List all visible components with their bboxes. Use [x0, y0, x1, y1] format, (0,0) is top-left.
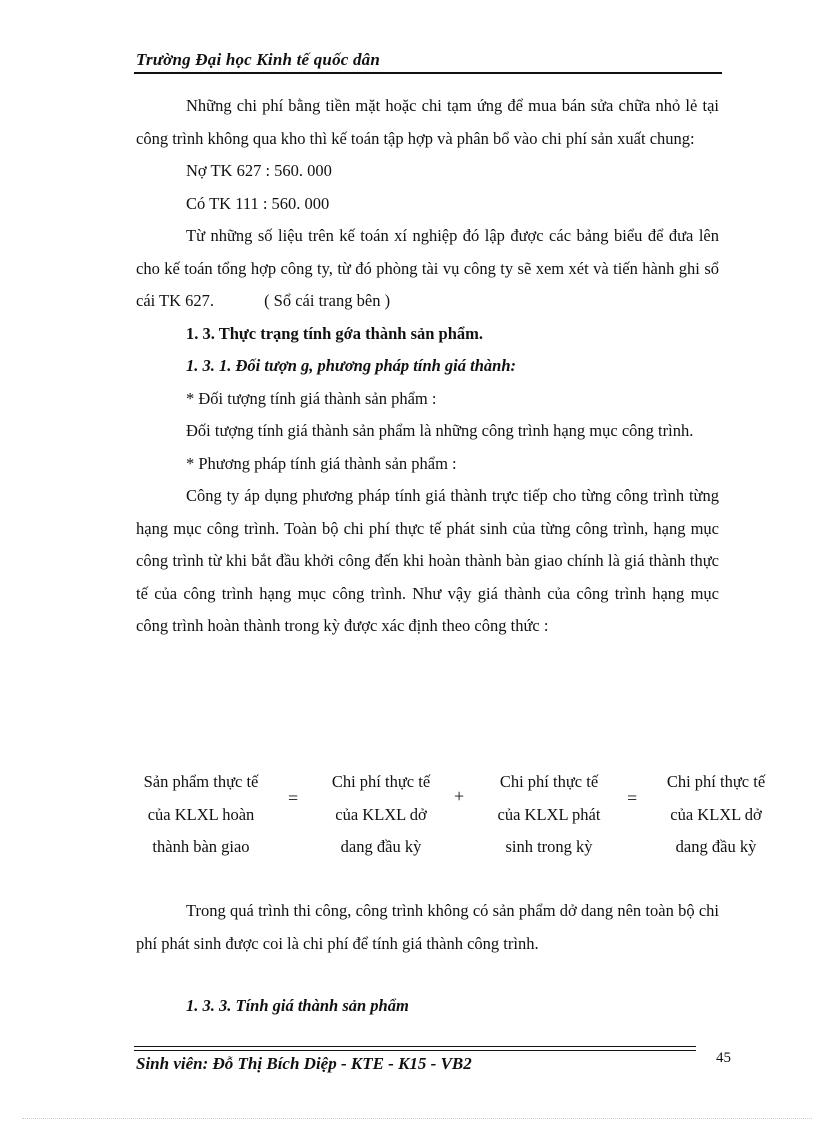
paragraph-no-wip: Trong quá trình thi công, công trình không có sản phẩm dở dang nên toàn bộ chi phí phát sinh được coi là chi phí để tính giá thành công trình.	[136, 901, 719, 953]
formula-equals-sign: =	[627, 788, 638, 808]
formula-term-line: Chi phí thực tế	[666, 772, 766, 791]
section-heading-1-3: 1. 3. Thực trạng tính gớa thành sản phẩm.	[186, 323, 484, 343]
formula-term-line: của KLXL phát	[497, 804, 601, 824]
ledger-note: ( Sổ cái trang bên )	[264, 291, 391, 310]
entry-debit: Nợ TK 627 : 560. 000	[186, 161, 332, 180]
after-formula-body	[136, 895, 719, 960]
formula-term-line: Sản phẩm thực tế	[143, 772, 259, 791]
bullet-costing-method: * Phương pháp tính giá thành sản phẩm :	[186, 453, 457, 473]
formula-term-line: Chi phí thực tế	[331, 772, 431, 791]
paragraph-ledger	[136, 220, 719, 318]
formula-plus-sign: +	[454, 786, 465, 806]
formula-term-line: sinh trong kỳ	[505, 837, 593, 856]
entry-credit: Có TK 111 : 560. 000	[186, 193, 330, 213]
formula-term-line: Chi phí thực tế	[499, 772, 599, 791]
formula-term-line: của KLXL dở	[335, 804, 427, 824]
paragraph-ledger-text: Từ những số liệu trên kế toán xí nghiệp đó lập được các bảng biểu để đưa lên cho kế toán tổng hợp công ty, từ đó phòng tài vụ công ty sẽ xem xét và tiến hành ghi sổ cái TK 627.	[136, 226, 719, 310]
formula-term-line: thành bàn giao	[152, 837, 250, 856]
header-title: Trường Đại học Kinh tế quốc dân	[136, 50, 381, 69]
formula-term-line: của KLXL hoàn	[147, 804, 255, 824]
formula-term-line: của KLXL dở	[670, 804, 762, 824]
paragraph-costing-object: Đối tượng tính giá thành sản phẩm là những công trình hạng mục công trình.	[186, 421, 694, 440]
section-heading-1-3-3: 1. 3. 3. Tính giá thành sản phẩm	[186, 996, 409, 1015]
main-body	[136, 90, 719, 643]
formula-term-finished-product	[126, 766, 276, 864]
formula-term-period-costs	[474, 766, 624, 864]
footer-rule	[134, 1046, 696, 1047]
formula-term-line: dang đầu kỳ	[340, 837, 422, 856]
page-edge	[22, 1118, 812, 1119]
page-number: 45	[716, 1050, 731, 1066]
footer-student: Sinh viên: Đỗ Thị Bích Diệp - KTE - K15 - VB2	[136, 1054, 472, 1073]
formula-term-opening-wip	[306, 766, 456, 864]
paragraph-costing-method: Công ty áp dụng phương pháp tính giá thành trực tiếp cho từng công trình từng hạng mục công trình. Toàn bộ chi phí thực tế phát sinh của từng công trình, hạng mục công trình từ khi bắt đầu khởi công đến khi hoàn thành bàn giao chính là giá thành thực tế của công trình hạng mục công trình. Như vậy giá thành của công trình hạng mục công trình hoàn thành trong kỳ được xác định theo công thức :	[136, 486, 719, 635]
formula-equals-sign: =	[288, 788, 299, 808]
section-heading-1-3-1: 1. 3. 1. Đối tượn g, phương pháp tính giá thành:	[186, 356, 516, 375]
paragraph-cash-expenses: Những chi phí bằng tiền mặt hoặc chi tạm ứng để mua bán sửa chữa nhỏ lẻ tại công trình không qua kho thì kế toán tập hợp và phân bổ vào chi phí sản xuất chung:	[136, 96, 719, 148]
bullet-costing-object: * Đối tượng tính giá thành sản phẩm :	[186, 388, 437, 408]
footer-rule	[134, 1050, 696, 1051]
formula-term-closing-wip	[646, 766, 786, 864]
costing-formula	[126, 766, 786, 866]
header-rule	[134, 72, 722, 74]
formula-term-line: dang đầu kỳ	[675, 837, 757, 856]
